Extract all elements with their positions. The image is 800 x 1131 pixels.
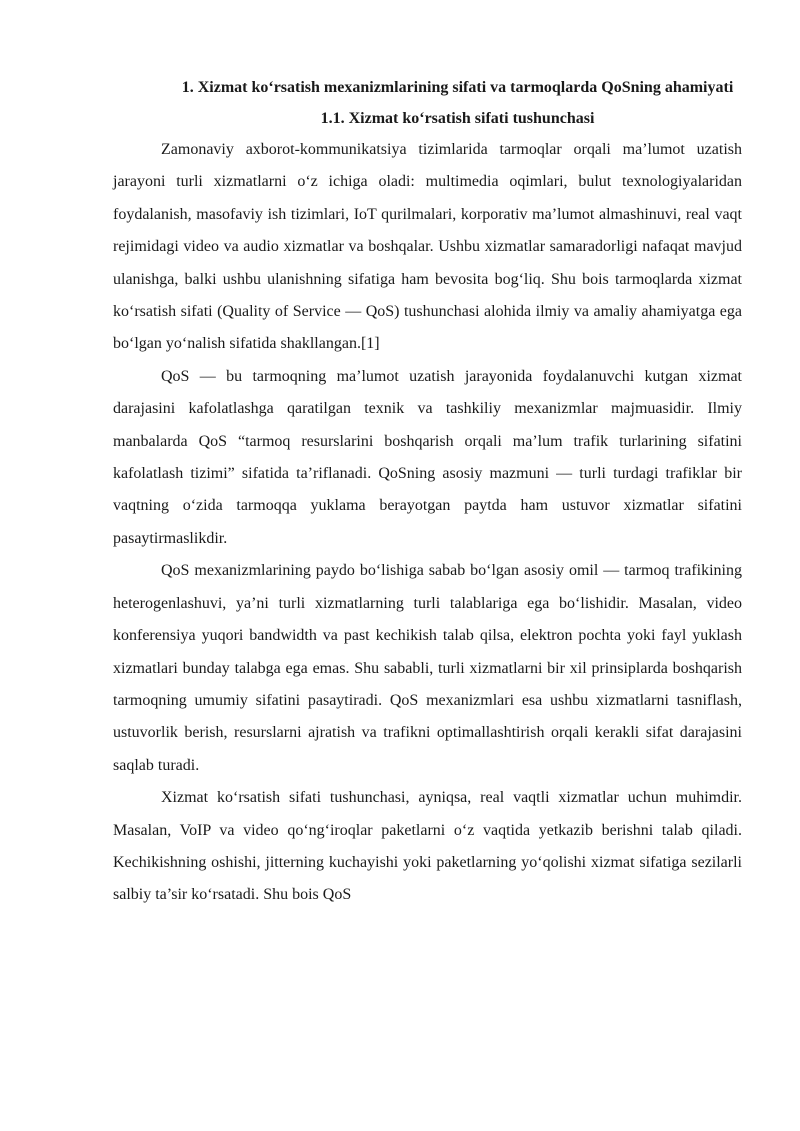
paragraph-3: QoS mexanizmlarining paydo bo‘lishiga sabab bo‘lgan asosiy omil — tarmoq trafikining heterogenlashuvi, ya’ni turli xizmatlarning turli talablariga ega bo‘lishidir. Masalan, video konferensiya yuqori bandwidth va past kechikish talab qilsa, elektron pochta yoki fayl yuklash xizmatlari bunday talabga ega emas. Shu sababli, turli xizmatlarni bir xil prinsiplarda boshqarish tarmoqning umumiy sifatini pasaytiradi. QoS mexanizmlari esa ushbu xizmatlarni tasniflash, ustuvorlik berish, resurslarni ajratish va trafikni optimallashtirish orqali kerakli sifat darajasini saqlab turadi.: [113, 562, 742, 774]
section-subheading: 1.1. Xizmat ko‘rsatish sifati tushunchasi: [320, 110, 595, 127]
document-page: [113, 72, 742, 912]
paragraph-2: QoS — bu tarmoqning ma’lumot uzatish jarayonida foydalanuvchi kutgan xizmat darajasini kafolatlashga qaratilgan texnik va tashkiliy mexanizmlar majmuasidir. Ilmiy manbalarda QoS “tarmoq resurslarini boshqarish orqali ma’lum trafik turlarining sifatini kafolatlash tizimi” sifatida ta’riflanadi. QoSning asosiy mazmuni — turli turdagi trafiklar bir vaqtning o‘zida tarmoqqa yuklama berayotgan paytda ham ustuvor xizmatlar sifatini pasaytirmaslikdir.: [113, 367, 742, 547]
paragraph-4: Xizmat ko‘rsatish sifati tushunchasi, ayniqsa, real vaqtli xizmatlar uchun muhimdir. Masalan, VoIP va video qo‘ng‘iroqlar paketlarni o‘z vaqtida yetkazib berishni talab qiladi. Kechikishning oshishi, jitterning kuchayishi yoki paketlarning yo‘qolishi xizmat sifatiga sezilarli salbiy ta’sir ko‘rsatadi. Shu bois QoS: [113, 789, 742, 904]
paragraph-1: Zamonaviy axborot-kommunikatsiya tizimlarida tarmoqlar orqali ma’lumot uzatish jarayoni turli xizmatlarni o‘z ichiga oladi: multimedia oqimlari, bulut texnologiyalaridan foydalanish, masofaviy ish tizimlari, IoT qurilmalari, korporativ ma’lumot almashinuvi, real vaqt rejimidagi video va audio xizmatlar va boshqalar. Ushbu xizmatlar samaradorligi nafaqat mavjud ulanishga, balki ushbu ulanishning sifatiga ham bevosita bog‘liq. Shu bois tarmoqlarda xizmat ko‘rsatish sifati (Quality of Service — QoS) tushunchasi alohida ilmiy va amaliy ahamiyatga ega bo‘lgan yo‘nalish sifatida shakllangan.[1]: [113, 141, 742, 353]
document-heading: 1. Xizmat ko‘rsatish mexanizmlarining sifati va tarmoqlarda QoSning ahamiyati: [181, 79, 734, 96]
